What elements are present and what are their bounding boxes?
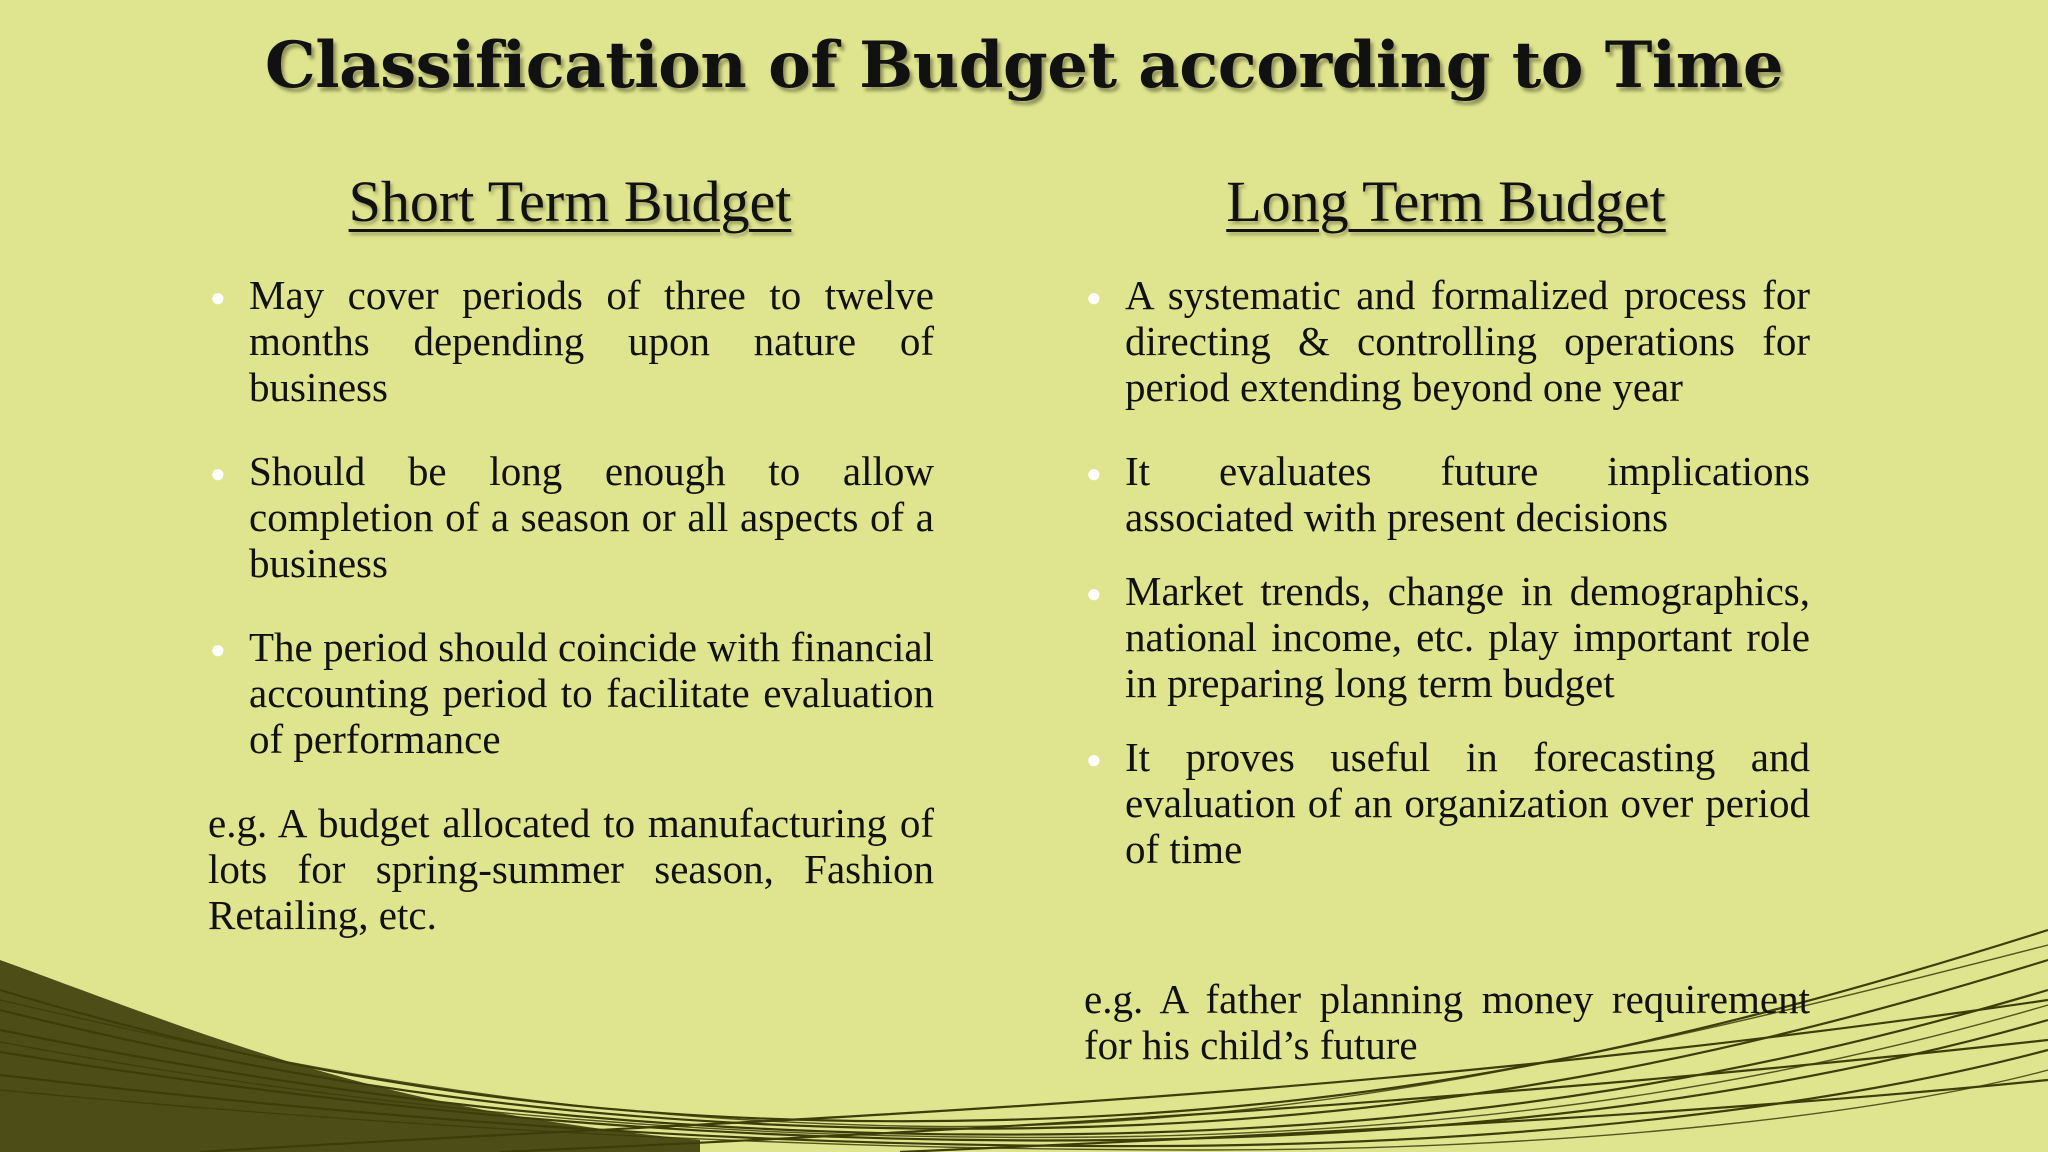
bullet-dot-icon: ●	[1086, 745, 1102, 774]
list-item	[208, 624, 934, 762]
long-term-column	[1084, 272, 1810, 900]
bullet-text: It proves useful in forecasting and evaluation of an organization over period of time	[1125, 734, 1810, 872]
long-term-example: e.g. A father planning money requirement for his child’s future	[1084, 976, 1810, 1068]
short-term-heading: Short Term Budget	[348, 169, 792, 234]
bullet-dot-icon: ●	[210, 635, 226, 664]
list-item	[208, 448, 934, 586]
list-item	[1084, 448, 1810, 540]
short-term-bullet-list	[208, 272, 934, 762]
bullet-dot-icon: ●	[1086, 283, 1102, 312]
bullet-text: A systematic and formalized process for directing & controlling operations for period extending beyond one year	[1125, 272, 1810, 410]
bullet-dot-icon: ●	[210, 459, 226, 488]
long-term-heading: Long Term Budget	[1226, 169, 1666, 234]
bullet-text: The period should coincide with financial accounting period to facilitate evaluation of performance	[249, 624, 934, 762]
list-item	[208, 272, 934, 410]
bullet-dot-icon: ●	[1086, 459, 1102, 488]
long-term-bullet-list	[1084, 272, 1810, 872]
list-item	[1084, 734, 1810, 872]
bullet-text: Should be long enough to allow completion of a season or all aspects of a business	[249, 448, 934, 586]
short-term-column	[208, 272, 934, 938]
bullet-dot-icon: ●	[1086, 579, 1102, 608]
slide-title: Classification of Budget according to Time	[264, 28, 1784, 103]
list-item	[1084, 568, 1810, 706]
list-item	[1084, 272, 1810, 410]
bullet-dot-icon: ●	[210, 283, 226, 312]
bullet-text: Market trends, change in demographics, national income, etc. play important role in preparing long term budget	[1125, 568, 1810, 706]
short-term-example: e.g. A budget allocated to manufacturing of lots for spring-summer season, Fashion Retailing, etc.	[208, 800, 934, 938]
bullet-text: It evaluates future implications associated with present decisions	[1125, 448, 1810, 540]
bullet-text: May cover periods of three to twelve months depending upon nature of business	[249, 272, 934, 410]
